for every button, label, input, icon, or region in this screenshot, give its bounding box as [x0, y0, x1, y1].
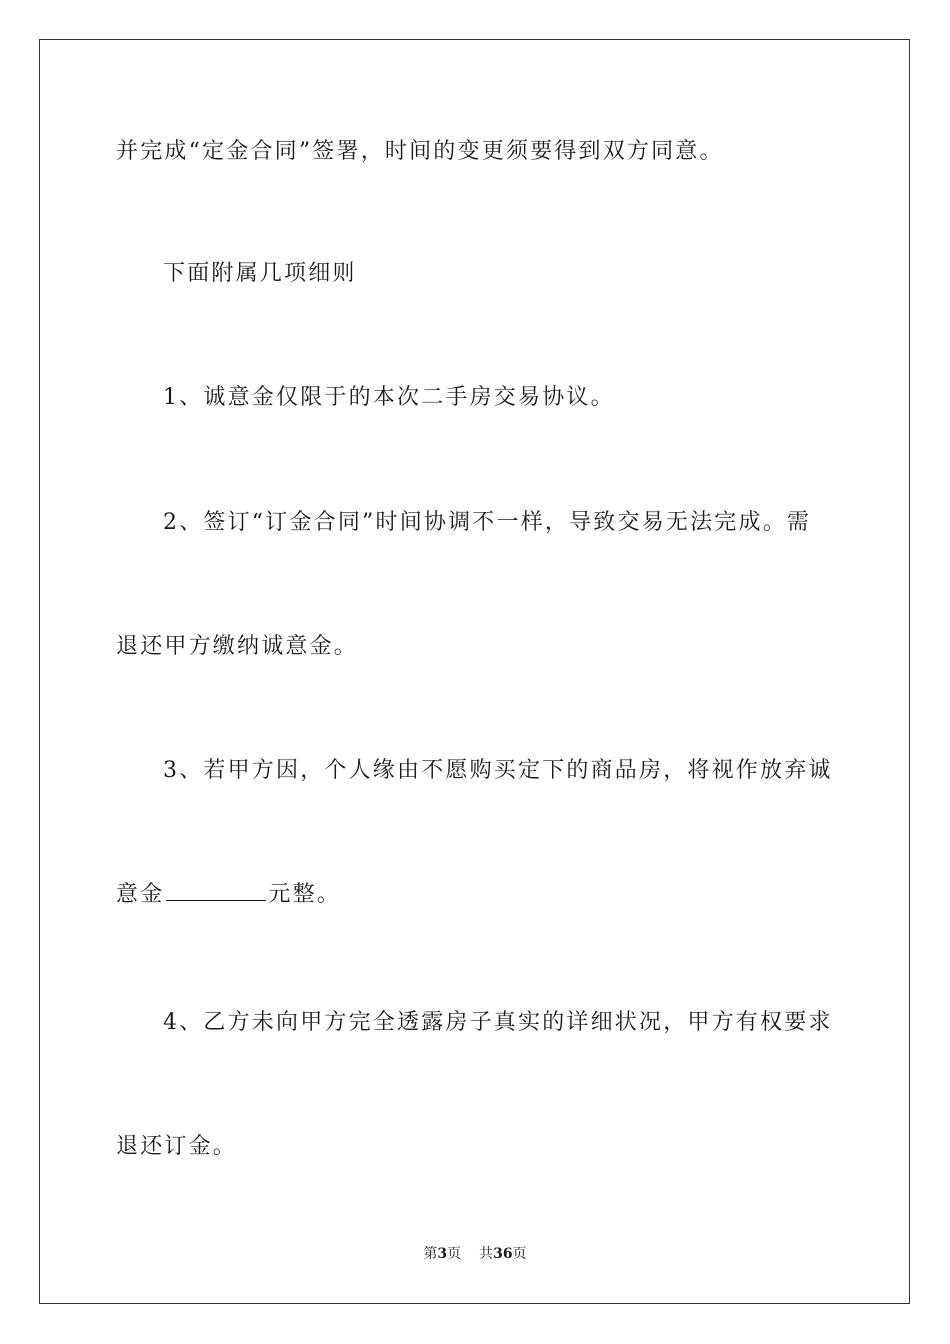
footer-page-number: 3: [437, 1246, 448, 1262]
paragraph-item-3-line-2: [116, 880, 341, 910]
paragraph-item-2-line-1: 2、签订“订金合同”时间协调不一样，导致交易无法完成。需: [163, 510, 812, 535]
footer-total-prefix: 共: [479, 1246, 494, 1262]
page-footer: [0, 1244, 950, 1264]
paragraph-item-2-line-2: 退还甲方缴纳诚意金。: [116, 634, 359, 659]
paragraph-item-4-line-1: 4、乙方未向甲方完全透露房子真实的详细状况，甲方有权要求: [163, 1010, 833, 1035]
footer-prefix: 第: [423, 1246, 438, 1262]
paragraph-item-3-line-1: 3、若甲方因，个人缘由不愿购买定下的商品房，将视作放弃诚: [163, 758, 833, 783]
page-border: [39, 39, 910, 1304]
footer-page-suffix: 页: [447, 1246, 462, 1262]
deposit-unit: 元整。: [268, 882, 342, 907]
paragraph-heading-details: 下面附属几项细则: [163, 261, 357, 286]
footer-total-suffix: 页: [512, 1246, 527, 1262]
deposit-label: 意金: [116, 882, 165, 907]
paragraph-line-1: 并完成“定金合同”签署，时间的变更须要得到双方同意。: [116, 139, 724, 164]
footer-total-pages: 36: [493, 1246, 513, 1262]
paragraph-item-4-line-2: 退还订金。: [116, 1134, 238, 1159]
paragraph-item-1: 1、诚意金仅限于的本次二手房交易协议。: [163, 385, 615, 410]
amount-blank: [166, 880, 266, 901]
